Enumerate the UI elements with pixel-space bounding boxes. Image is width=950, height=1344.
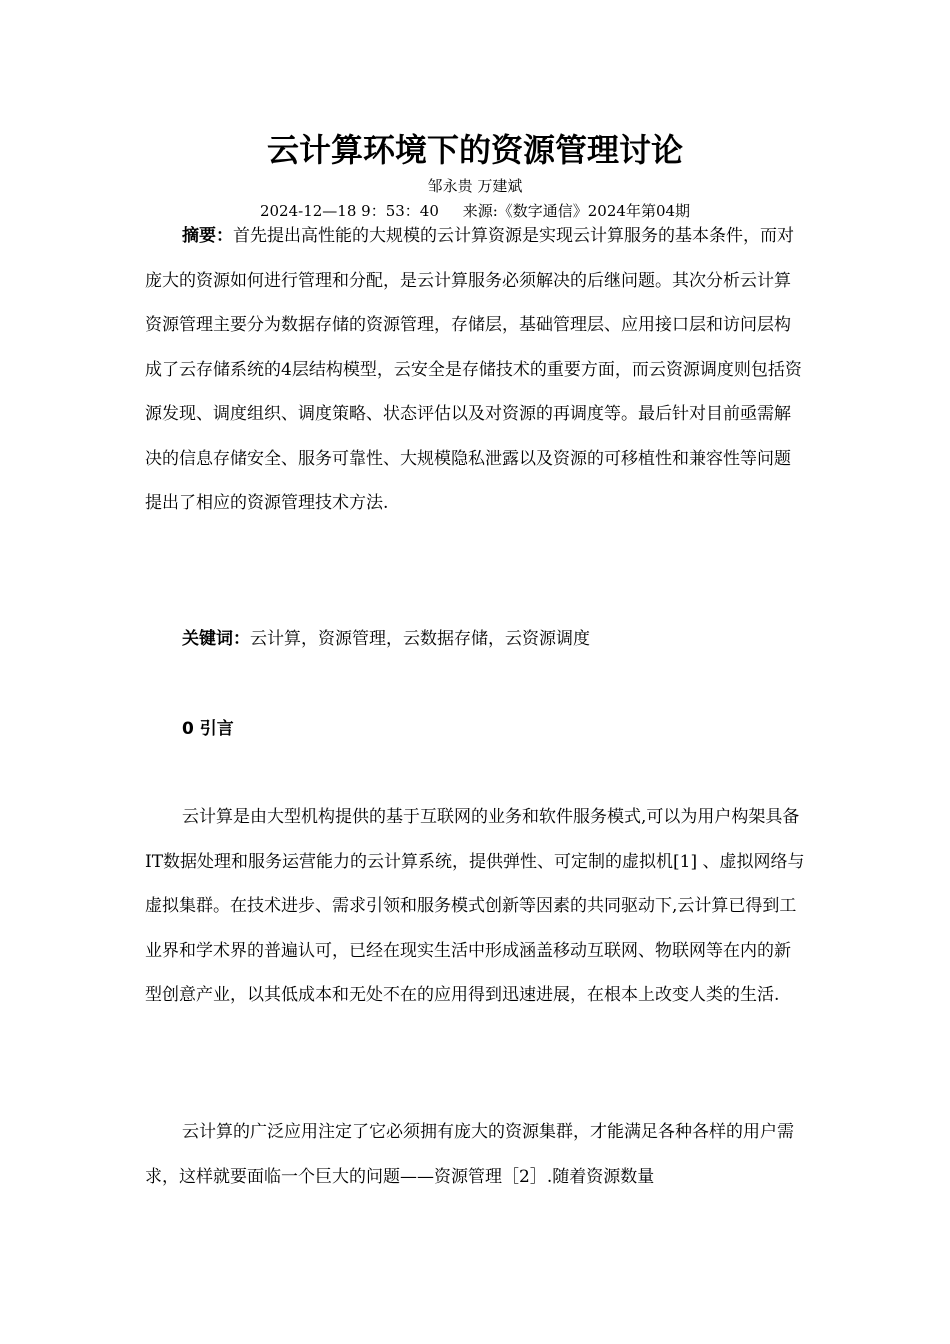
body-paragraph-1: 云计算是由大型机构提供的基于互联网的业务和软件服务模式,可以为用户构架具备IT数据处理和服务运营能力的云计算系统，提供弹性、可定制的虚拟机[1] 、虚拟网络与虚拟集群。在技术进步、需求引领和服务模式创新等因素的共同驱动下,云计算已得到工业界和学术界的普遍认可，已经在现实生活中形成涵盖移动互联网、物联网等在内的新型创意产业，以其低成本和无处不在的应用得到迅速进展，在根本上改变人类的生活. [145,807,805,1005]
abstract-paragraph [145,214,807,526]
section-heading: 0 引言 [182,719,234,739]
keywords-label: 关键词： [182,629,250,649]
keywords-text: 云计算，资源管理，云数据存储，云资源调度 [250,629,590,649]
body-paragraph-2: 云计算的广泛应用注定了它必须拥有庞大的资源集群，才能满足各种各样的用户需求，这样就要面临一个巨大的问题——资源管理［2］.随着资源数量 [145,1122,794,1187]
document-meta: 2024-12—18 9：53：40 来源:《数字通信》2024年第04期 [259,202,691,220]
document-title: 云计算环境下的资源管理讨论 [266,131,683,169]
abstract-label: 摘要： [182,226,233,246]
document-authors: 邹永贵 万建斌 [427,177,523,195]
keywords-line [182,624,590,654]
abstract-text: 首先提出高性能的大规模的云计算资源是实现云计算服务的基本条件，而对庞大的资源如何进行管理和分配，是云计算服务必须解决的后继问题。其次分析云计算资源管理主要分为数据存储的资源管理，存储层，基础管理层、应用接口层和访问层构成了云存储系统的4层结构模型，云安全是存储技术的重要方面，而云资源调度则包括资源发现、调度组织、调度策略、状态评估以及对资源的再调度等。最后针对目前亟需解决的信息存储安全、服务可靠性、大规模隐私泄露以及资源的可移植性和兼容性等问题提出了相应的资源管理技术方法. [145,226,802,513]
